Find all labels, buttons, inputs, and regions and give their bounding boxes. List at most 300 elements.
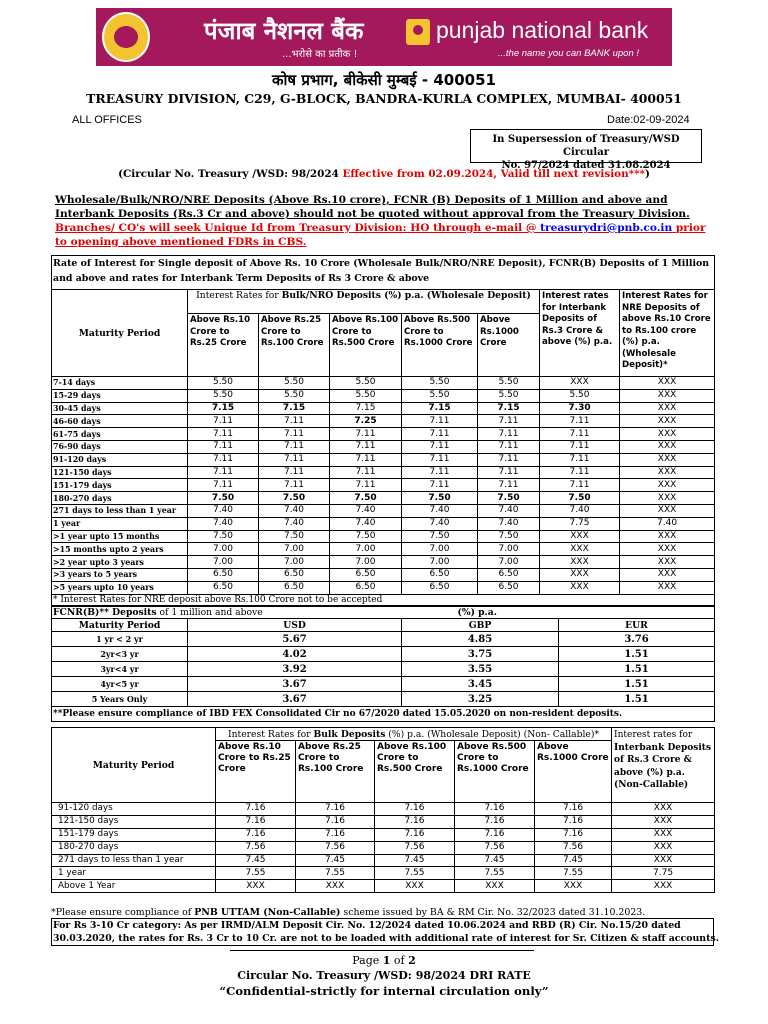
table1-period: >1 year upto 15 months [52, 530, 188, 543]
table1-rate-cell: 5.50 [188, 377, 259, 390]
fcnr-header-row [52, 619, 715, 632]
pnb-logo-icon [406, 19, 430, 45]
fcnr-row [52, 647, 715, 662]
table1-rate-cell: 7.11 [330, 453, 402, 466]
table1-rate-cell: 7.50 [478, 530, 540, 543]
table2-rate-cell: XXX [455, 880, 535, 893]
table1-rate-cell: 7.11 [188, 466, 259, 479]
table1-period: 46-60 days [52, 415, 188, 428]
table1-rate-cell: 7.11 [540, 428, 620, 441]
supersession-line1: In Supersession of Treasury/WSD Circular [492, 134, 680, 158]
table2-rate-cell: 7.16 [375, 815, 455, 828]
table2-rate-cell: 7.16 [216, 803, 296, 816]
table1-rate-cell: XXX [620, 504, 715, 517]
table1-rate-cell: XXX [620, 389, 715, 402]
table1-rate-cell: 7.00 [330, 556, 402, 569]
table1-rate-cell: 7.50 [330, 492, 402, 505]
table1-rate-cell: 7.50 [259, 530, 330, 543]
table2-group-suffix: (%) p.a. (Wholesale Deposit) (Non- Callable)* [385, 728, 600, 740]
fcnr-rate-cell: 4.85 [402, 632, 559, 647]
supersession-line2: No. 97/2024 dated 31.08.2024 [501, 160, 671, 171]
table2-rate-cell: 7.16 [535, 803, 612, 816]
table1-row [52, 415, 715, 428]
table2-rate-cell: 7.16 [535, 815, 612, 828]
table1-rate-cell: 7.11 [402, 453, 478, 466]
table1-rate-cell: 7.11 [478, 453, 540, 466]
table1-rate-cell: 7.40 [620, 517, 715, 530]
table2-period: 151-179 days [52, 828, 216, 841]
address-hindi: कोष प्रभाग, बीकेसी मुम्बई - 400051 [272, 71, 496, 89]
notice-line2: Interbank Deposits (Rs.3 Cr and above) should not be quoted without approval from the Treasury Division. [55, 208, 690, 220]
table2-row [52, 803, 715, 816]
table1-period: >2 year upto 3 years [52, 556, 188, 569]
table1-rate-cell: 7.11 [188, 415, 259, 428]
circular-line [0, 168, 768, 180]
circular-close: ) [644, 168, 650, 180]
table2-group-bold: Bulk Deposits [313, 728, 386, 740]
table2-rate-cell: XXX [612, 803, 715, 816]
table1-col-header: Above Rs.1000 Crore [478, 314, 540, 377]
category-note-line1: For Rs 3-10 Cr category: As per IRMD/ALM Deposit Cir. No. 12/2024 dated 10.06.2024 and RBD (R) Cir. No.15/20 dated [53, 920, 681, 931]
table1-row [52, 453, 715, 466]
table1-row [52, 402, 715, 415]
table1-rate-cell: 7.11 [330, 479, 402, 492]
table1-rate-cell: 7.11 [540, 453, 620, 466]
table1-rate-cell: 7.40 [188, 517, 259, 530]
wholesale-rates-table [51, 255, 715, 607]
table2-rate-cell: 7.55 [216, 867, 296, 880]
english-tagline: ...the name you can BANK upon ! [498, 48, 640, 59]
fcnr-rate-cell: 3.75 [402, 647, 559, 662]
table1-rate-cell: 7.00 [478, 543, 540, 556]
fcnr-title-rest: of 1 million and above [156, 606, 263, 618]
table1-rate-cell: 7.00 [259, 543, 330, 556]
table1-rate-cell: 7.40 [478, 517, 540, 530]
table1-period: 61-75 days [52, 428, 188, 441]
table1-rate-cell: 7.40 [188, 504, 259, 517]
table1-rate-cell: 7.11 [259, 479, 330, 492]
table1-title [52, 256, 715, 290]
table1-period: >15 months upto 2 years [52, 543, 188, 556]
table1-rate-cell: 7.40 [402, 504, 478, 517]
fcnr-footnote: **Please ensure compliance of IBD FEX Consolidated Cir no 67/2020 dated 15.05.2020 on non-resident deposits. [52, 707, 715, 722]
table2-rate-cell: 7.56 [216, 841, 296, 854]
uttam-note-prefix: *Please ensure compliance of [51, 907, 195, 918]
table2-rate-cell: 7.45 [535, 854, 612, 867]
table2-rate-cell: 7.16 [296, 828, 375, 841]
table1-rate-cell: 7.25 [330, 415, 402, 428]
table1-maturity-header: Maturity Period [52, 290, 188, 377]
table1-rate-cell: 7.11 [478, 440, 540, 453]
table1-rate-cell: XXX [620, 568, 715, 581]
table1-period: 151-179 days [52, 479, 188, 492]
fcnr-rate-cell: 5.67 [188, 632, 402, 647]
table2-rate-cell: 7.45 [296, 854, 375, 867]
table1-rate-cell: 7.50 [330, 530, 402, 543]
table2-period: 121-150 days [52, 815, 216, 828]
fcnr-rate-cell: 3.92 [188, 662, 402, 677]
table2-rate-cell: XXX [375, 880, 455, 893]
table2-row [52, 828, 715, 841]
table1-row [52, 517, 715, 530]
table2-rate-cell: 7.75 [612, 867, 715, 880]
table2-rate-cell: 7.16 [296, 803, 375, 816]
table1-rate-cell: 7.11 [259, 453, 330, 466]
table1-row [52, 428, 715, 441]
table1-rate-cell: 7.15 [259, 402, 330, 415]
table1-rate-cell: XXX [620, 466, 715, 479]
circular-effective: Effective from 02.09.2024, Valid till next revision*** [342, 168, 645, 180]
footer-confidential: “Confidential-strictly for internal circulation only” [219, 984, 549, 998]
table2-maturity-header: Maturity Period [52, 728, 216, 803]
english-bank-name: punjab national bank [436, 17, 649, 43]
category-note-box [51, 918, 719, 946]
table1-row [52, 530, 715, 543]
table1-interbank-header: Interest rates for Interbank Deposits of Rs.3 Crore & above (%) p.a. [540, 290, 620, 377]
table1-rate-cell: XXX [620, 556, 715, 569]
table1-rate-cell: 7.11 [402, 440, 478, 453]
table1-period: 91-120 days [52, 453, 188, 466]
table1-rate-cell: XXX [620, 453, 715, 466]
fcnr-period: 4yr<5 yr [52, 677, 188, 692]
table1-row [52, 492, 715, 505]
table1-rate-cell: 7.11 [188, 440, 259, 453]
table1-rate-cell: 6.50 [330, 581, 402, 594]
fcnr-pa: (%) p.a. [402, 606, 715, 619]
table1-rate-cell: 6.50 [478, 581, 540, 594]
table1-rate-cell: 7.40 [259, 517, 330, 530]
table2-rate-cell: 7.16 [375, 828, 455, 841]
table2-period: 271 days to less than 1 year [52, 854, 216, 867]
table2-rate-cell: 7.56 [535, 841, 612, 854]
fcnr-col-header: EUR [559, 619, 715, 632]
fcnr-period: 3yr<4 yr [52, 662, 188, 677]
fcnr-rate-cell: 1.51 [559, 662, 715, 677]
table2-interbank-header [612, 728, 715, 803]
fcnr-col-header: USD [188, 619, 402, 632]
hindi-bank-name: पंजाब नैशनल बैंक [204, 17, 364, 45]
table1-rate-cell: 7.11 [540, 415, 620, 428]
table1-rate-cell: XXX [620, 428, 715, 441]
bank-header-banner [96, 8, 672, 66]
table1-rate-cell: XXX [540, 530, 620, 543]
table2-rate-cell: XXX [535, 880, 612, 893]
table1-rate-cell: 7.11 [478, 466, 540, 479]
table1-rate-cell: XXX [620, 492, 715, 505]
table1-rate-cell: 6.50 [330, 568, 402, 581]
table2-rate-cell: 7.16 [296, 815, 375, 828]
table1-rate-cell: 5.50 [478, 377, 540, 390]
table2-rate-cell: 7.16 [216, 815, 296, 828]
table1-rate-cell: 7.00 [402, 556, 478, 569]
table1-period: 271 days to less than 1 year [52, 504, 188, 517]
table2-rate-cell: XXX [612, 815, 715, 828]
table1-row [52, 504, 715, 517]
fcnr-col-header: Maturity Period [52, 619, 188, 632]
fcnr-rate-cell: 3.45 [402, 677, 559, 692]
table2-col-header: Above Rs.25 Crore to Rs.100 Crore [296, 741, 375, 803]
table2-rate-cell: 7.16 [455, 828, 535, 841]
fcnr-rates-table [51, 605, 715, 722]
table1-rate-cell: 7.11 [402, 466, 478, 479]
fcnr-row [52, 692, 715, 707]
table1-rate-cell: 7.50 [402, 492, 478, 505]
table1-col-header: Above Rs.500 Crore to Rs.1000 Crore [402, 314, 478, 377]
table1-rate-cell: 7.75 [540, 517, 620, 530]
fcnr-rate-cell: 3.67 [188, 677, 402, 692]
table1-period: 76-90 days [52, 440, 188, 453]
table2-interbank-rest: Deposits of Rs.3 Crore & above (%) p.a. (Non-Callable) [614, 742, 712, 790]
all-offices: ALL OFFICES [72, 114, 142, 126]
table1-period: 30-45 days [52, 402, 188, 415]
table1-rate-cell: XXX [620, 377, 715, 390]
table2-row [52, 815, 715, 828]
table1-rate-cell: XXX [620, 479, 715, 492]
table1-rate-cell: 7.11 [478, 428, 540, 441]
table1-rate-cell: 6.50 [188, 568, 259, 581]
table2-interbank-prefix: Interest rates for [614, 730, 693, 740]
table2-col-header: Above Rs.10 Crore to Rs.25 Crore [216, 741, 296, 803]
fcnr-row [52, 677, 715, 692]
table1-rate-cell: 7.50 [259, 492, 330, 505]
fcnr-footnote-row [52, 707, 715, 722]
table1-rate-cell: XXX [620, 581, 715, 594]
table1-group-prefix: Interest Rates for [196, 290, 282, 301]
pnb-emblem-icon [102, 12, 150, 62]
table2-rate-cell: 7.55 [455, 867, 535, 880]
notice-red-prefix: Branches/ CO's will seek Unique Id from Treasury Division: HO through e-mail @ [55, 222, 541, 234]
table1-rate-cell: 7.15 [402, 402, 478, 415]
table1-rate-cell: XXX [620, 543, 715, 556]
table2-row [52, 841, 715, 854]
table1-rate-cell: XXX [620, 402, 715, 415]
table1-group-header [188, 290, 540, 314]
table1-col-header: Above Rs.25 Crore to Rs.100 Crore [259, 314, 330, 377]
table2-row [52, 867, 715, 880]
table1-rate-cell: XXX [620, 530, 715, 543]
table1-rate-cell: 7.00 [330, 543, 402, 556]
table1-period: 7-14 days [52, 377, 188, 390]
table1-rate-cell: XXX [540, 556, 620, 569]
fcnr-period: 2yr<3 yr [52, 647, 188, 662]
notice-red-line2: to opening above mentioned FDRs in CBS. [55, 236, 307, 248]
table1-rate-cell: 7.30 [540, 402, 620, 415]
table1-rate-cell: XXX [540, 377, 620, 390]
table1-rate-cell: 7.40 [478, 504, 540, 517]
table1-rate-cell: 7.11 [259, 428, 330, 441]
table1-rate-cell: 7.50 [188, 492, 259, 505]
table1-period: >5 years upto 10 years [52, 581, 188, 594]
table2-group-prefix: Interest Rates for [227, 728, 314, 740]
page-total: 2 [408, 954, 416, 967]
fcnr-title-row [52, 606, 715, 619]
table1-row [52, 389, 715, 402]
table2-period: 1 year [52, 867, 216, 880]
table2-rate-cell: 7.56 [375, 841, 455, 854]
table1-row [52, 440, 715, 453]
footer-circular: Circular No. Treasury /WSD: 98/2024 DRI RATE [237, 969, 531, 982]
table1-period: 180-270 days [52, 492, 188, 505]
table1-rate-cell: XXX [540, 543, 620, 556]
fcnr-rate-cell: 3.67 [188, 692, 402, 707]
fcnr-rate-cell: 1.51 [559, 677, 715, 692]
table1-rate-cell: 5.50 [540, 389, 620, 402]
table1-group-suffix: (%) p.a. (Wholesale Deposit) [380, 290, 531, 301]
table1-rate-cell: 6.50 [188, 581, 259, 594]
table2-rate-cell: 7.55 [375, 867, 455, 880]
table2-rate-cell: 7.16 [535, 828, 612, 841]
table1-rate-cell: 7.50 [478, 492, 540, 505]
hindi-tagline: ...भरोसे का प्रतीक ! [282, 49, 358, 60]
table2-row [52, 854, 715, 867]
fcnr-period: 1 yr < 2 yr [52, 632, 188, 647]
table1-period: 1 year [52, 517, 188, 530]
table1-period: 121-150 days [52, 466, 188, 479]
table1-rate-cell: 7.15 [330, 402, 402, 415]
notice-red-line1 [55, 222, 706, 234]
table1-rate-cell: 7.00 [188, 543, 259, 556]
table1-col-header: Above Rs.10 Crore to Rs.25 Crore [188, 314, 259, 377]
table2-rate-cell: XXX [296, 880, 375, 893]
table1-period: >3 years to 5 years [52, 568, 188, 581]
table2-rate-cell: 7.16 [455, 803, 535, 816]
table2-rate-cell: XXX [216, 880, 296, 893]
table1-nre-header: Interest Rates for NRE Deposits of above Rs.10 Crore to Rs.100 crore (%) p.a. (Wholesale Deposit)* [620, 290, 715, 377]
fcnr-period: 5 Years Only [52, 692, 188, 707]
table1-rate-cell: 7.11 [402, 479, 478, 492]
table1-rate-cell: 7.11 [330, 466, 402, 479]
table2-rate-cell: XXX [612, 880, 715, 893]
table1-rate-cell: 7.11 [259, 415, 330, 428]
table2-col-header: Above Rs.500 Crore to Rs.1000 Crore [455, 741, 535, 803]
table1-rate-cell: 5.50 [259, 377, 330, 390]
table1-rate-cell: 6.50 [478, 568, 540, 581]
table2-rate-cell: 7.56 [455, 841, 535, 854]
table1-group-bold: Bulk/NRO Deposits [281, 290, 381, 301]
table1-row [52, 466, 715, 479]
table2-rate-cell: XXX [612, 841, 715, 854]
table1-rate-cell: 7.11 [188, 428, 259, 441]
address-english: TREASURY DIVISION, C29, G-BLOCK, BANDRA-KURLA COMPLEX, MUMBAI- 400051 [86, 91, 682, 106]
fcnr-row [52, 632, 715, 647]
table2-period: 91-120 days [52, 803, 216, 816]
table1-rate-cell: 5.50 [402, 377, 478, 390]
table1-title-line1: Rate of Interest for Single deposit of Above Rs. 10 Crore (Wholesale Bulk/NRO/NRE Deposit), FCNR(B) Deposits of 1 Million [53, 258, 710, 269]
table1-rate-cell: 6.50 [259, 581, 330, 594]
table1-row [52, 556, 715, 569]
fcnr-rate-cell: 1.51 [559, 692, 715, 707]
table1-rate-cell: 6.50 [402, 568, 478, 581]
table1-rate-cell: XXX [540, 581, 620, 594]
circular-number: (Circular No. Treasury /WSD: 98/2024 [118, 168, 339, 180]
table1-rate-cell: 5.50 [259, 389, 330, 402]
table2-col-header: Above Rs.1000 Crore [535, 741, 612, 803]
footer-divider [230, 950, 534, 951]
fcnr-row [52, 662, 715, 677]
table1-rate-cell: 6.50 [259, 568, 330, 581]
table2-rate-cell: 7.45 [216, 854, 296, 867]
table2-rate-cell: 7.55 [535, 867, 612, 880]
table2-group-header [216, 728, 612, 741]
table1-rate-cell: 7.11 [259, 440, 330, 453]
table1-rate-cell: 7.11 [188, 479, 259, 492]
fcnr-rate-cell: 1.51 [559, 647, 715, 662]
table2-interbank-bold: Interbank [614, 742, 665, 753]
table1-col-header: Above Rs.100 Crore to Rs.500 Crore [330, 314, 402, 377]
table1-row [52, 581, 715, 594]
table1-rate-cell: 7.11 [188, 453, 259, 466]
table1-rate-cell: 7.11 [259, 466, 330, 479]
table1-row [52, 479, 715, 492]
table1-rate-cell: 7.40 [330, 504, 402, 517]
fcnr-rate-cell: 3.25 [402, 692, 559, 707]
table1-rate-cell: 7.11 [402, 415, 478, 428]
table2-rate-cell: 7.45 [375, 854, 455, 867]
table2-period: Above 1 Year [52, 880, 216, 893]
table1-rate-cell: 7.11 [330, 428, 402, 441]
table1-rate-cell: 7.50 [188, 530, 259, 543]
table1-rate-cell: 7.11 [478, 479, 540, 492]
supersession-box [470, 129, 702, 171]
uttam-note-suffix: scheme issued by BA & RM Cir. No. 32/2023 dated 31.10.2023. [340, 907, 646, 918]
table2-rate-cell: 7.56 [296, 841, 375, 854]
table2-period: 180-270 days [52, 841, 216, 854]
page-of: of [390, 954, 409, 967]
table1-row [52, 543, 715, 556]
table1-rate-cell: 5.50 [188, 389, 259, 402]
table1-rate-cell: 7.40 [259, 504, 330, 517]
table1-rate-cell: 7.40 [330, 517, 402, 530]
treasury-email-link[interactable]: treasurydri@pnb.co.in [540, 222, 673, 234]
page-current: 1 [382, 954, 391, 967]
table2-rate-cell: 7.16 [216, 828, 296, 841]
table1-rate-cell: 6.50 [402, 581, 478, 594]
table1-rate-cell: XXX [540, 568, 620, 581]
fcnr-title-bold: FCNR(B)** Deposits [53, 606, 157, 618]
table1-period: 15-29 days [52, 389, 188, 402]
table2-rate-cell: 7.55 [296, 867, 375, 880]
table1-rate-cell: 7.00 [259, 556, 330, 569]
table1-title-line2: and above and rates for Interbank Term Deposits of Rs 3 Crore & above [53, 273, 430, 284]
table1-footnote: * Interest Rates for NRE deposit above Rs.100 Crore not to be accepted [52, 594, 715, 606]
table1-rate-cell: 7.11 [402, 428, 478, 441]
table1-rate-cell: 5.50 [478, 389, 540, 402]
table2-rate-cell: XXX [612, 828, 715, 841]
category-note-line2: 30.03.2020, the rates for Rs. 3 Cr to 10 Cr. are not to be loaded with additional rate of interest for Sr. Citizen & staff accounts. [53, 933, 719, 944]
table1-rate-cell: 7.15 [478, 402, 540, 415]
table2-rate-cell: XXX [612, 854, 715, 867]
table1-rate-cell: 7.40 [540, 504, 620, 517]
notice-line1: Wholesale/Bulk/NRO/NRE Deposits (Above Rs.10 crore), FCNR (B) Deposits of 1 Million and above and [55, 194, 668, 206]
table1-rate-cell: 7.00 [478, 556, 540, 569]
table1-rate-cell: 5.50 [330, 389, 402, 402]
table2-col-header: Above Rs.100 Crore to Rs.500 Crore [375, 741, 455, 803]
table1-rate-cell: XXX [620, 415, 715, 428]
table1-rate-cell: 7.15 [188, 402, 259, 415]
table1-rate-cell: 7.00 [188, 556, 259, 569]
notice-red-suffix: prior [672, 222, 706, 234]
table1-rate-cell: 7.40 [402, 517, 478, 530]
fcnr-rate-cell: 3.55 [402, 662, 559, 677]
table2-rate-cell: 7.45 [455, 854, 535, 867]
table1-rate-cell: 7.00 [402, 543, 478, 556]
fcnr-col-header: GBP [402, 619, 559, 632]
table1-rate-cell: 7.50 [540, 492, 620, 505]
table2-rate-cell: 7.16 [375, 803, 455, 816]
table1-rate-cell: 7.11 [540, 440, 620, 453]
uttam-note [51, 907, 645, 918]
fcnr-rate-cell: 3.76 [559, 632, 715, 647]
